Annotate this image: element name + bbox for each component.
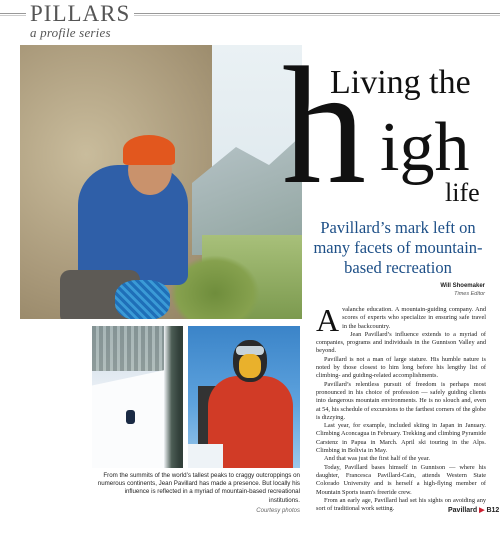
- drop-cap: A: [316, 302, 340, 338]
- title-igh: igh: [380, 109, 470, 186]
- article-body: [316, 302, 486, 513]
- paragraph: Avalanche education. A mountain-guiding company. And scores of experts who specialize in ensuring safe travel in the backcountry.: [316, 302, 486, 338]
- byline-name: Will Shoemaker: [440, 283, 485, 289]
- paragraph: Jean Pavillard’s influence extends to a myriad of companies, programs and individuals in the Gunnison Valley and beyond.: [316, 330, 486, 355]
- photo-credit: Courtesy photos: [256, 508, 300, 514]
- arrow-right-icon: ▶: [479, 507, 485, 514]
- jump-label: Pavillard: [448, 507, 478, 514]
- section-title: PILLARS: [26, 3, 134, 25]
- oxygen-mask: [239, 354, 261, 378]
- title-life: life: [445, 178, 480, 207]
- jump-page: B12: [486, 507, 500, 514]
- title-big-letter: h: [282, 33, 366, 219]
- paragraph: From an early age, Pavillard had set his sights on avoiding any sort of traditional work setting.: [316, 496, 486, 513]
- skier: [126, 410, 135, 424]
- jump-line[interactable]: [448, 506, 499, 514]
- climber-photo: [20, 45, 302, 319]
- photo-caption: From the summits of the world’s tallest peaks to craggy outcroppings on numerous continents, Jean Pavillard has made a presence. But locally his influence is reflected in a myriad of mountain-based recreational institutions.: [97, 472, 300, 504]
- subheadline: Pavillard’s mark left on many facets of mountain-based recreation: [313, 218, 483, 277]
- paragraph: Pavillard’s relentless pursuit of freedom is perhaps most pronounced in his choice of profession — safely guiding clients into dangerous mountain environments. He is no slouch and, even at 54, his schedule of excursions to the farthest corners of the globe is dizzying.: [316, 380, 486, 421]
- paragraph: And that was just the first half of the year.: [324, 455, 430, 463]
- snow-patch: [188, 444, 223, 468]
- oxygen-mask-photo: [188, 326, 300, 468]
- paragraph: Pavillard is not a man of large stature. His humble nature is noted by those closest to him long before his lengthy list of climbing- and guiding-related accomplishments.: [316, 355, 486, 380]
- byline-role: Times Editor: [454, 291, 485, 297]
- snowy-tree: [164, 326, 183, 468]
- climber-helmet: [123, 135, 175, 165]
- series-label: a profile series: [30, 25, 111, 40]
- paragraph: Today, Pavillard bases himself in Gunnison — where his daughter, Francesca Pavillard-Cain, attends Western State Colorado University and is herself a high-flying member of Mountain Sports team's freeride crew.: [316, 463, 486, 496]
- rope-coil: [115, 280, 170, 319]
- paragraph: Last year, for example, included skiing in Japan in January. Climbing Aconcagua in February. Trekking and climbing Pyramide Carstenz in Papua in March. April ski touring in the Alps. Climbing in Bolivia in May.: [316, 422, 486, 455]
- title-line1: Living the: [330, 64, 471, 101]
